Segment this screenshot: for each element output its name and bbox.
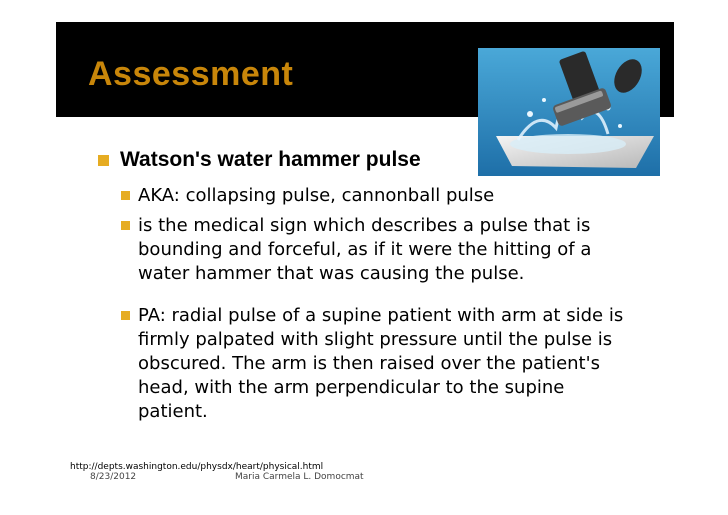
slide-heading: Watson's water hammer pulse — [120, 148, 421, 171]
bullet-marker — [121, 221, 130, 230]
bullet-item: AKA: collapsing pulse, cannonball pulse — [138, 185, 495, 206]
water-hammer-image — [478, 48, 660, 176]
bullet-item: is the medical sign which describes a pulse that is bounding and forceful, as if it were the hitting of a water hammer that was causing the pulse. — [138, 215, 592, 284]
bullet-item: PA: radial pulse of a supine patient with arm at side is firmly palpated with slight pressure until the pulse is obscured. The arm is then raised over the patient's head, with the arm perpendicular to the supine patient. — [138, 305, 624, 422]
footer-date: 8/23/2012 — [90, 472, 137, 482]
source-url: http://depts.washington.edu/physdx/heart/physical.html — [70, 462, 324, 472]
slide-title: Assessment — [88, 55, 294, 93]
bullet-marker — [121, 191, 130, 200]
bullet-marker — [121, 311, 130, 320]
heading-bullet — [98, 155, 109, 166]
footer-author: Maria Carmela L. Domocmat — [235, 472, 364, 482]
